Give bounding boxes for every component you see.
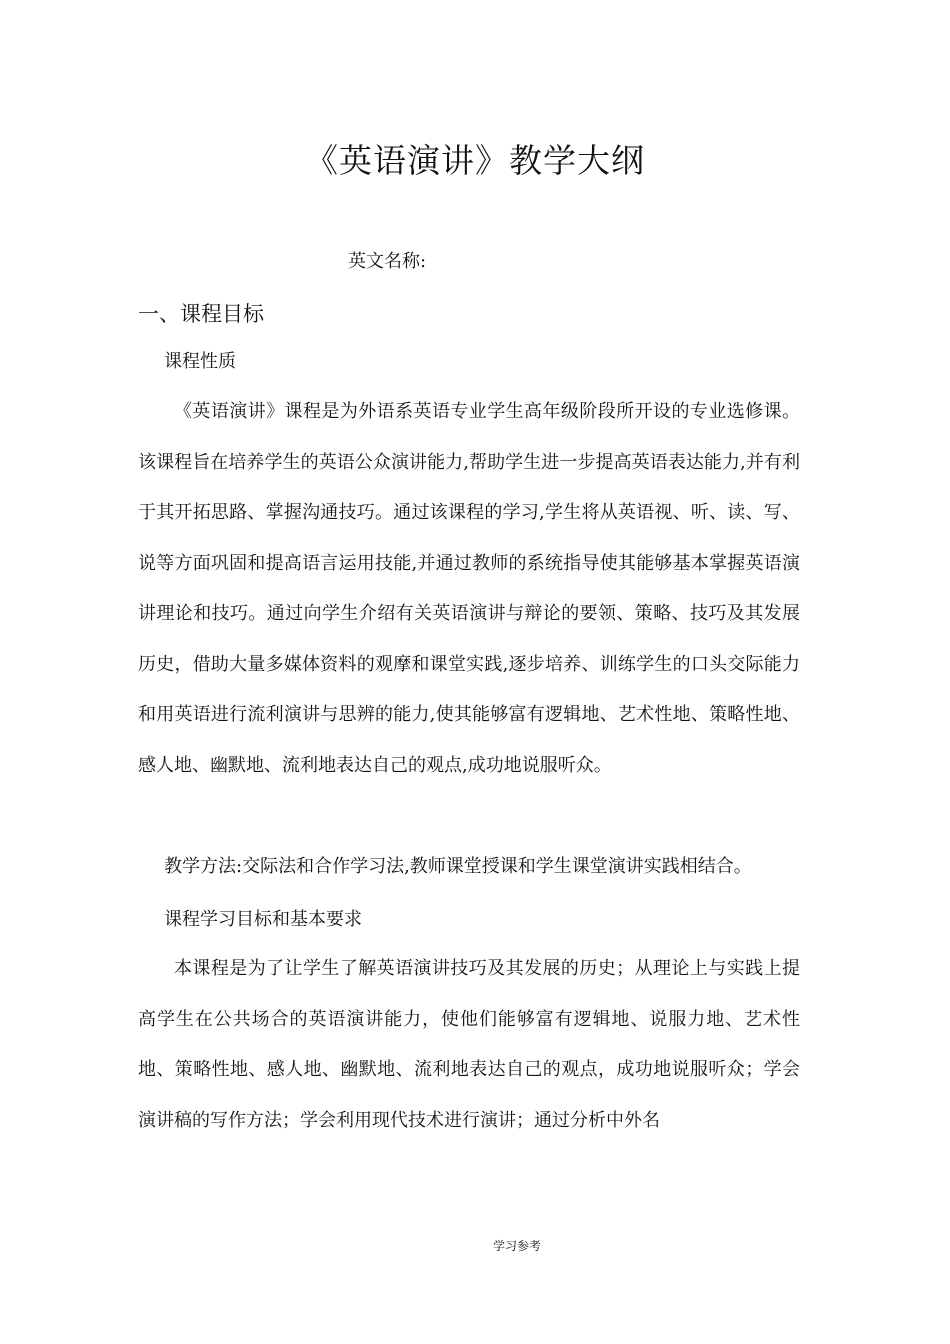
document-title: 《英语演讲》教学大纲 bbox=[305, 141, 645, 180]
english-name-label: 英文名称: bbox=[348, 251, 427, 272]
course-nature-paragraph: 《英语演讲》课程是为外语系英语专业学生高年级阶段所开设的专业选修课。该课程旨在培养学生的英语公众演讲能力,帮助学生进一步提高英语表达能力,并有利于其开拓思路、掌握沟通技巧。通过该课程的学习,学生将从英语视、听、读、写、说等方面巩固和提高语言运用技能,并通过教师的系统指导使其能够基本掌握英语演讲理论和技巧。通过向学生介绍有关英语演讲与辩论的要领、策略、技巧及其发展历史，借助大量多媒体资料的观摩和课堂实践,逐步培养、训练学生的口头交际能力和用英语进行流利演讲与思辨的能力,使其能够富有逻辑地、艺术性地、策略性地、感人地、幽默地、流利地表达自己的观点,成功地说服听众。 bbox=[138, 401, 800, 776]
section-heading-course-objectives: 一、课程目标 bbox=[138, 302, 264, 326]
teaching-method-line bbox=[164, 853, 752, 881]
page-footer: 学习参考 bbox=[493, 1239, 542, 1253]
subsection-heading-course-nature: 课程性质 bbox=[164, 351, 236, 372]
teaching-method-text: 交际法和合作学习法,教师课堂授课和学生课堂演讲实践相结合。 bbox=[242, 856, 752, 877]
subsection-heading-objectives: 课程学习目标和基本要求 bbox=[164, 909, 362, 930]
teaching-method-label: 教学方法: bbox=[164, 856, 243, 877]
objectives-paragraph: 本课程是为了让学生了解英语演讲技巧及其发展的历史；从理论上与实践上提高学生在公共场合的英语演讲能力，使他们能够富有逻辑地、说服力地、艺术性地、策略性地、感人地、幽默地、流利地表达自己的观点，成功地说服听众；学会演讲稿的写作方法；学会利用现代技术进行演讲；通过分析中外名 bbox=[138, 958, 800, 1131]
